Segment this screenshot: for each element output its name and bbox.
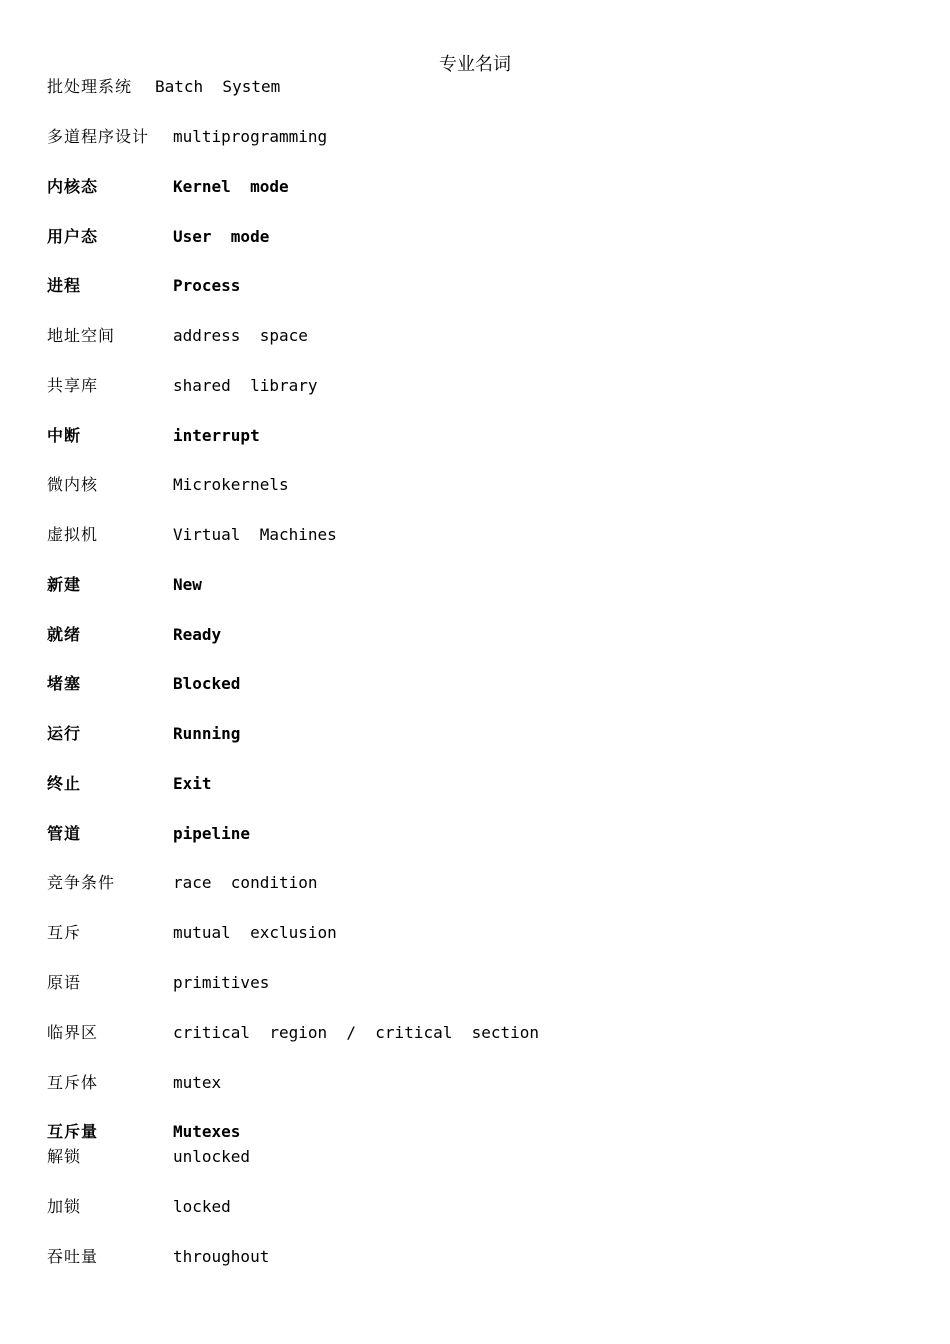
- term-chinese: 虚拟机: [47, 525, 99, 544]
- term-english: Microkernels: [173, 475, 289, 494]
- term-chinese: 批处理系统: [47, 77, 133, 96]
- term-english: mutex: [173, 1073, 222, 1092]
- term-english: address space: [173, 326, 308, 345]
- term-english: Exit: [173, 774, 212, 793]
- term-chinese: 互斥量: [47, 1122, 99, 1141]
- term-english: pipeline: [173, 824, 251, 843]
- term-chinese: 内核态: [47, 177, 99, 196]
- term-english: Virtual Machines: [173, 525, 337, 544]
- term-english: shared library: [173, 376, 318, 395]
- term-english: Kernel mode: [173, 177, 289, 196]
- term-chinese: 管道: [47, 824, 82, 843]
- term-english: Mutexes: [173, 1122, 241, 1141]
- term-english: interrupt: [173, 426, 260, 445]
- term-english: Batch System: [155, 77, 281, 96]
- term-chinese: 吞吐量: [47, 1247, 99, 1266]
- term-chinese: 互斥: [47, 923, 82, 942]
- term-chinese: 堵塞: [47, 674, 82, 693]
- term-english: New: [173, 575, 202, 594]
- term-chinese: 多道程序设计: [47, 127, 150, 146]
- term-english: Process: [173, 276, 241, 295]
- term-english: primitives: [173, 973, 270, 992]
- term-chinese: 原语: [47, 973, 82, 992]
- term-english: race condition: [173, 873, 318, 892]
- term-english: Running: [173, 724, 241, 743]
- term-english: unlocked: [173, 1147, 251, 1166]
- term-chinese: 地址空间: [47, 326, 116, 345]
- term-chinese: 用户态: [47, 227, 99, 246]
- term-chinese: 终止: [47, 774, 82, 793]
- term-chinese: 解锁: [47, 1147, 82, 1166]
- term-english: User mode: [173, 227, 270, 246]
- term-chinese: 竞争条件: [47, 873, 116, 892]
- term-english: multiprogramming: [173, 127, 328, 146]
- term-english: locked: [173, 1197, 231, 1216]
- term-english: throughout: [173, 1247, 270, 1266]
- term-english: mutual exclusion: [173, 923, 337, 942]
- term-chinese: 加锁: [47, 1197, 82, 1216]
- term-chinese: 共享库: [47, 376, 99, 395]
- page-title: 专业名词: [439, 54, 511, 75]
- term-english: Blocked: [173, 674, 241, 693]
- term-chinese: 就绪: [47, 625, 82, 644]
- term-chinese: 互斥体: [47, 1073, 99, 1092]
- term-chinese: 运行: [47, 724, 82, 743]
- term-chinese: 临界区: [47, 1023, 99, 1042]
- term-chinese: 中断: [47, 426, 82, 445]
- term-chinese: 新建: [47, 575, 82, 594]
- term-english: critical region / critical section: [173, 1023, 540, 1042]
- term-chinese: 微内核: [47, 475, 99, 494]
- term-chinese: 进程: [47, 276, 82, 295]
- term-english: Ready: [173, 625, 222, 644]
